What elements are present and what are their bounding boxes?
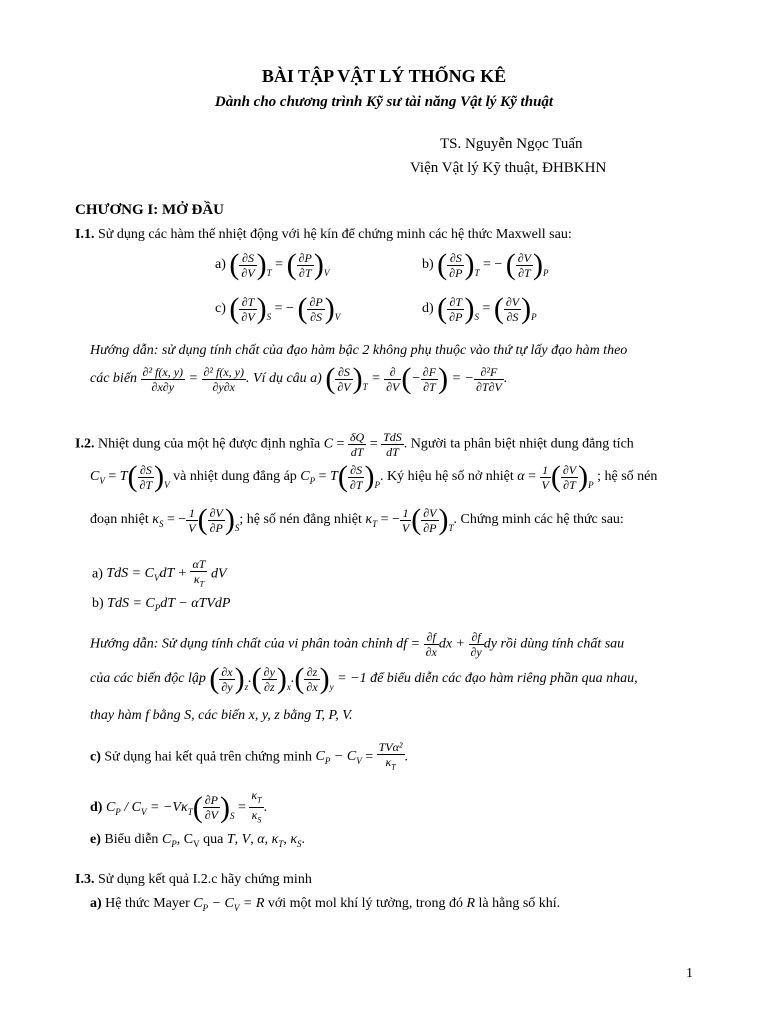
document-title: BÀI TẬP VẬT LÝ THỐNG KÊ <box>261 66 507 86</box>
maxwell-d: d) ( $\frac{\partial T}{\partial P}$ )$_S$ = ( $\frac{\partial V}{\partial S}$ )$_P$ <box>422 292 537 325</box>
affiliation: Viện Vật lý Kỹ thuật, ĐHBKHN <box>410 160 607 176</box>
maxwell-a: a) ( $\frac{\partial S}{\partial V}$ )$_T$ = ( $\frac{\partial P}{\partial T}$ )$_V$ <box>215 248 330 281</box>
problem-3-part-a: a) Hệ thức Mayer $C_P - C_V = R$ với một mol khí lý tưởng, trong đó R là hằng số khí. <box>90 896 561 913</box>
problem-2-part-a: a) TdS = $C_VdT$ + $\frac{\alpha T}{\kappa_T}$ dV <box>92 557 227 589</box>
problem-1-text: Sử dụng các hàm thế nhiệt động với hệ kín để chứng minh các hệ thức Maxwell sau: <box>94 227 572 242</box>
problem-1-label: I.1. <box>75 227 95 242</box>
problem-2-hint-line2: của các biến độc lập ( $\frac{\partial x}{\partial y}$ )$_z$.( $\frac{\partial y}{\partial z}$ )$_x$.( $\frac{\partial z}{\partial x}$ )$_y = -1$ để biểu diễn các đạo hàm riêng phần qua nhau, <box>90 662 638 695</box>
problem-2-line1: I.2. Nhiệt dung của một hệ được định nghĩa C = $\frac{\delta Q}{dT}$ = $\frac{\text{TdS}}{dT}$ . Người ta phân biệt nhiệt dung đẳng tích <box>75 430 634 459</box>
problem-2-hint-line3: thay hàm f bằng S, các biến x, y, z bằng T, P, V. <box>90 708 353 723</box>
problem-2-hint-line1: Hướng dẫn: Sử dụng tính chất của vi phân toàn chỉnh df = $\frac{\partial f}{\partial x}$ dx + $\frac{\partial f}{\partial y}$ dy rồi dùng tính chất sau <box>90 630 625 659</box>
chapter-heading: CHƯƠNG I: MỞ ĐẦU <box>75 202 225 218</box>
problem-2-part-e: e) Biểu diễn $C_P$, $C_V$ qua T, V, α, $\kappa_T$, $\kappa_S$. <box>90 832 306 849</box>
maxwell-c: c) ( $\frac{\partial T}{\partial V}$ )$_S$ = − ( $\frac{\partial P}{\partial S}$ )$_V$ <box>215 292 341 325</box>
problem-2-line2: $C_V = T$( $\frac{\partial S}{\partial T}$ )$_V$ và nhiệt dung đẳng áp $C_P = T$( $\frac{\partial S}{\partial T}$ )$_P$. Ký hiệu hệ số nở nhiệt α = $\frac{1}{V}$ ( $\frac{\partial V}{\partial T}$ )$_P$ ; hệ số nén <box>90 460 658 493</box>
problem-1-hint-line1: Hướng dẫn: sử dụng tính chất của đạo hàm bậc 2 không phụ thuộc vào thứ tự lấy đạo hàm theo <box>90 343 628 358</box>
author: TS. Nguyễn Ngọc Tuấn <box>440 136 583 152</box>
problem-2-line3: đoạn nhiệt $\kappa_S$ = − $\frac{1}{V}$ ( $\frac{\partial V}{\partial P}$ )$_S$; hệ số nén đẳng nhiệt $\kappa_T$ = − $\frac{1}{V}$ ( $\frac{\partial V}{\partial P}$ )$_T$. Chứng minh các hệ thức sau: <box>90 503 624 536</box>
problem-1-statement <box>75 227 572 243</box>
problem-3-statement: I.3. Sử dụng kết quả I.2.c hãy chứng minh <box>75 872 312 887</box>
maxwell-b: b) ( $\frac{\partial S}{\partial P}$ )$_T$ = − ( $\frac{\partial V}{\partial T}$ )$_P$ <box>422 248 549 281</box>
page-number: 1 <box>686 966 693 981</box>
problem-1-hint-line2: các biến $\frac{\text{∂² f(x, y)}}{\partial x\partial y}$ = $\frac{\text{∂² f(x, y)}}{\partial y\partial x}$ . Ví dụ câu a) ( $\frac{\partial S}{\partial V}$ )$_T$ = $\frac{\partial}{\partial V}$ (− $\frac{\partial F}{\partial T}$ ) = − $\frac{\text{∂²F}}{\partial T\partial V}$ . <box>90 362 508 395</box>
problem-2-part-c: c) Sử dụng hai kết quả trên chứng minh $C_P - C_V$ = $\frac{\text{TVα²}}{\kappa_T}$ . <box>90 740 408 772</box>
problem-2-part-b: b) TdS = $C_PdT$ − αTVdP <box>92 596 231 613</box>
problem-3-label: I.3. <box>75 872 95 887</box>
problem-2-part-d: d) $C_P / C_V = -V\kappa_T$( $\frac{\partial P}{\partial V}$ )$_S$ = $\frac{\kappa_T}{\kappa_S}$ . <box>90 788 268 825</box>
problem-2-label: I.2. <box>75 436 95 452</box>
document-subtitle: Dành cho chương trình Kỹ sư tài năng Vật lý Kỹ thuật <box>214 94 554 110</box>
